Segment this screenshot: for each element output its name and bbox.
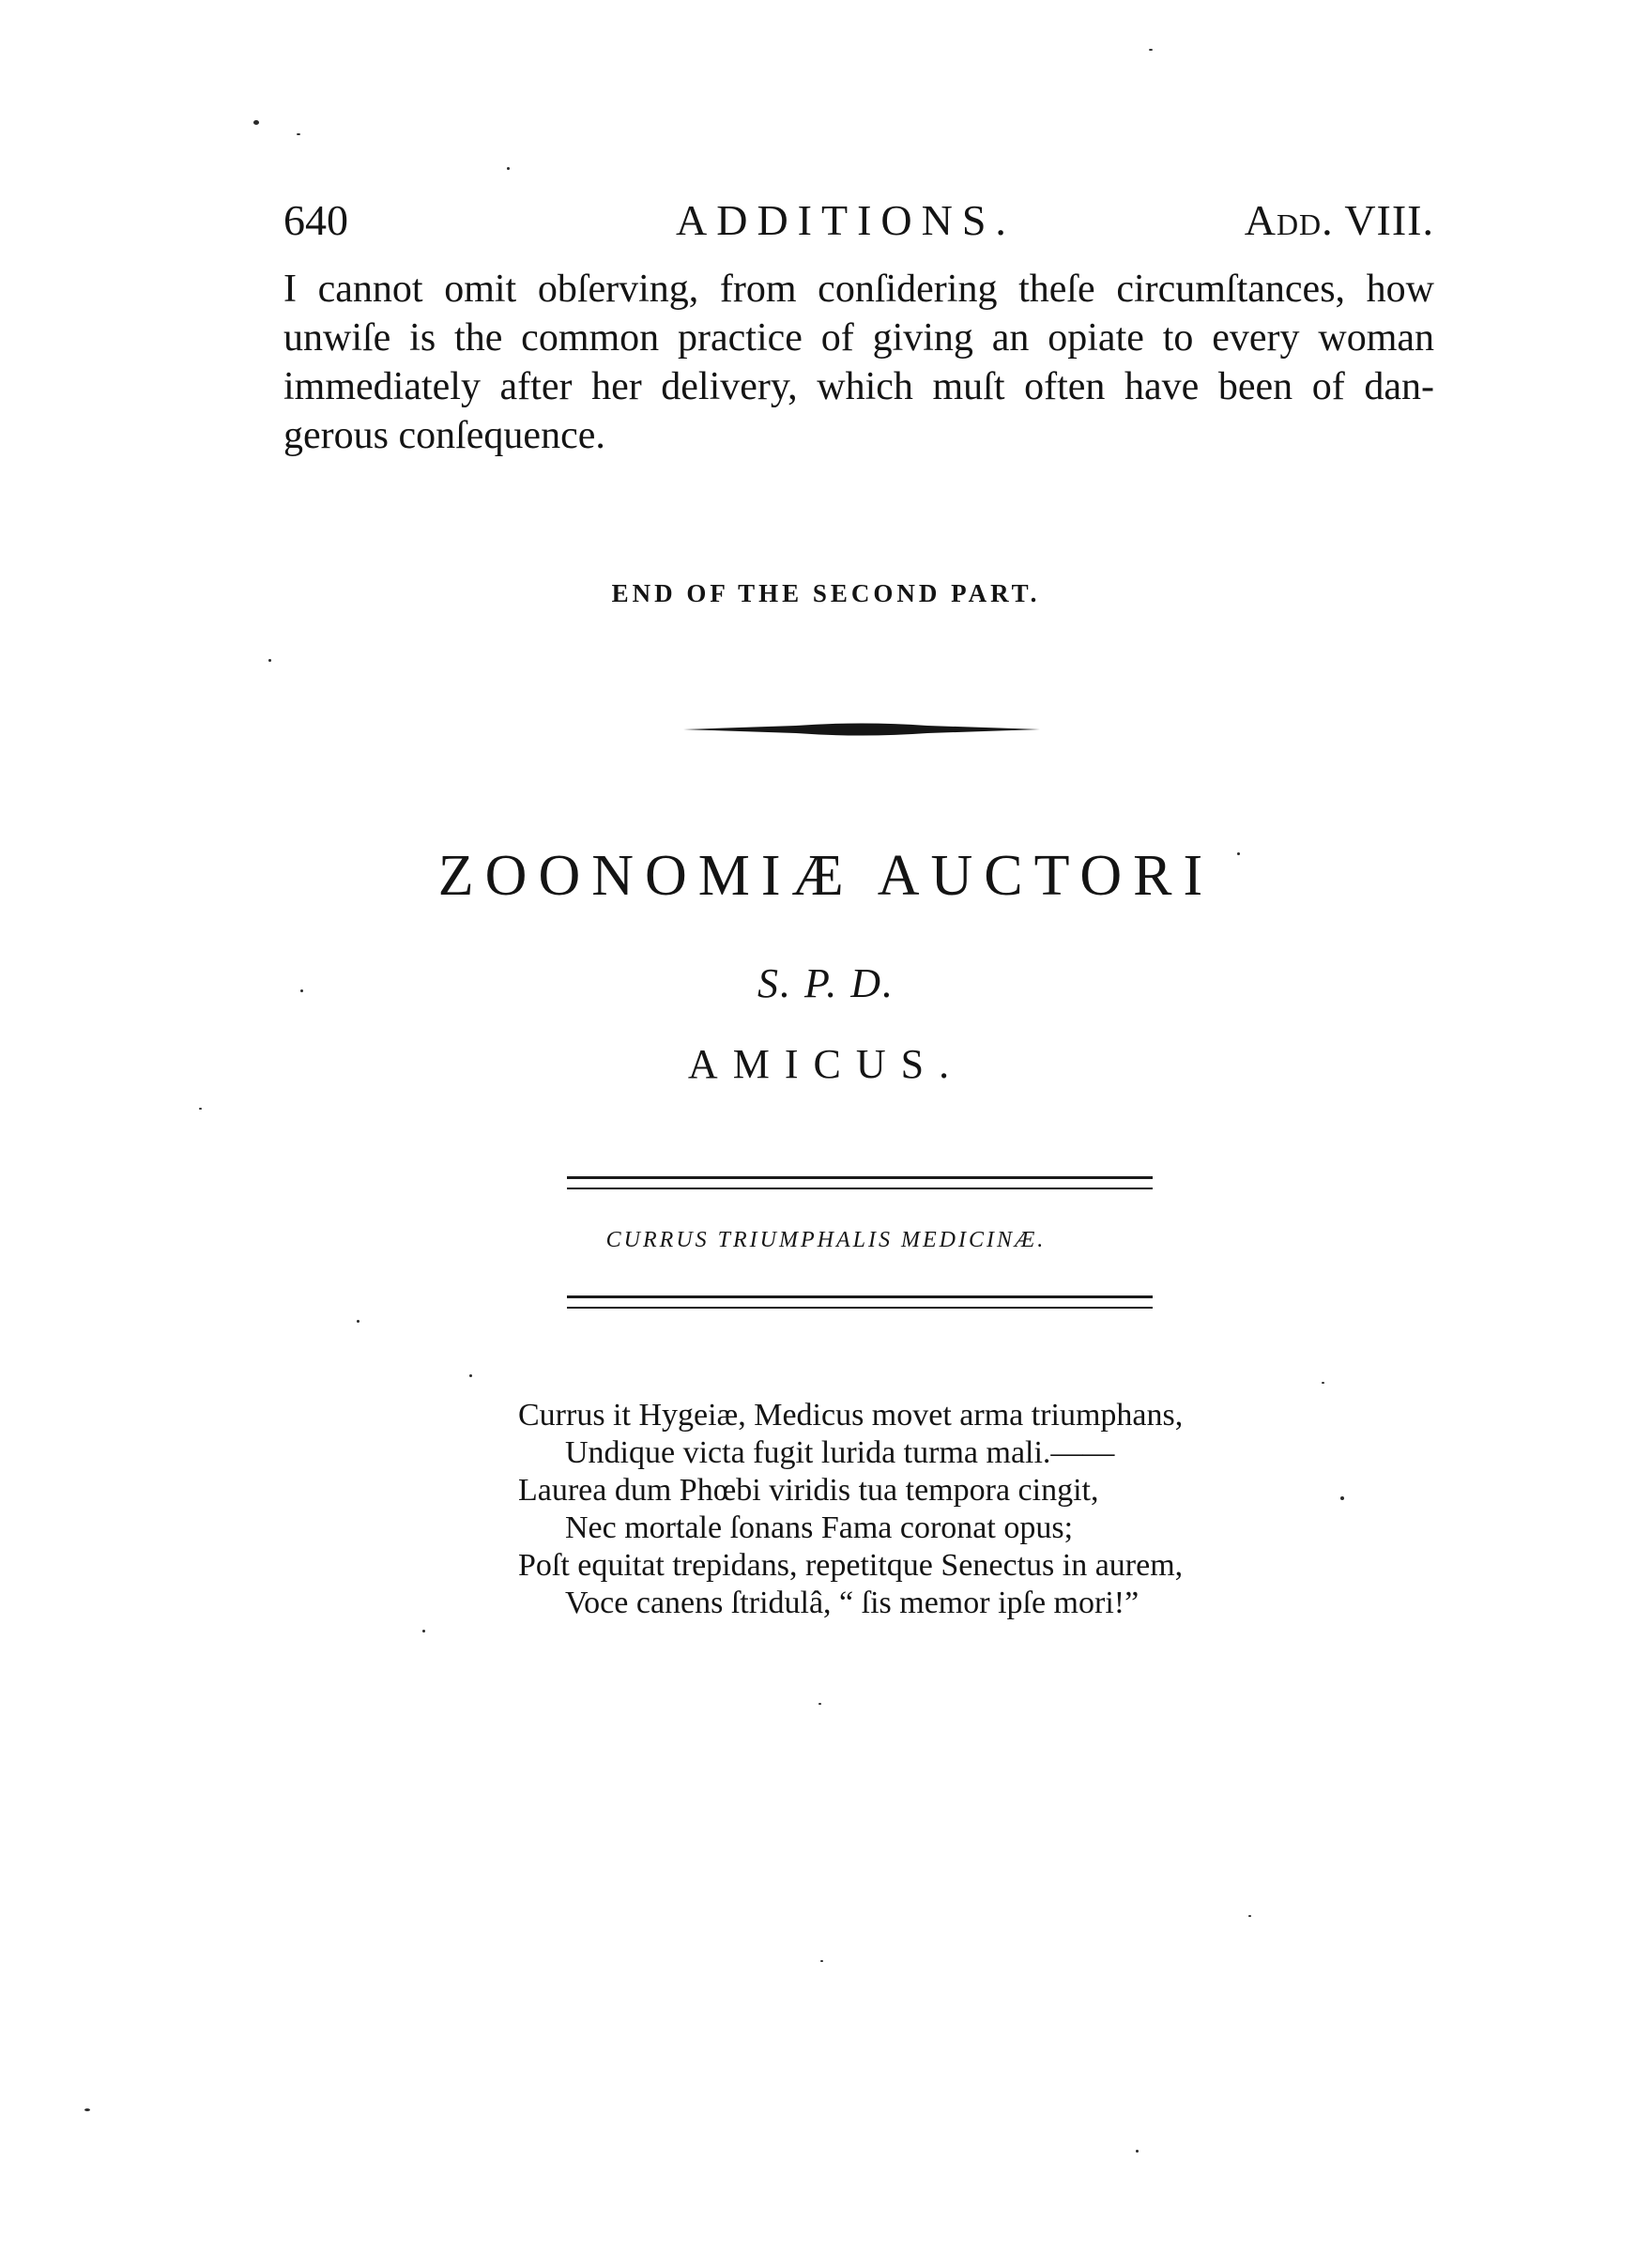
- ornamental-rule: [683, 721, 1040, 738]
- section-ref-caps: dd: [1276, 196, 1323, 244]
- salutation: S. P. D.: [757, 960, 895, 1006]
- paragraph-line: unwiſe is the common practice of giving an opiate to every woman: [283, 316, 1434, 360]
- scan-speck: [1248, 1915, 1251, 1917]
- paragraph-line: immediately after her delivery, which muſt often have been of dan-: [283, 365, 1434, 408]
- paragraph-line: gerous conſequence.: [283, 414, 605, 457]
- double-rule-bottom: [567, 1295, 1153, 1309]
- poem-title: CURRUS TRIUMPHALIS MEDICINÆ.: [605, 1228, 1047, 1252]
- scan-speck: [422, 1630, 425, 1632]
- scan-speck: [297, 133, 300, 135]
- end-of-part-heading: END OF THE SECOND PART.: [611, 579, 1041, 607]
- section-ref-suffix: . VIII.: [1322, 196, 1434, 244]
- running-title: ADDITIONS.: [676, 196, 1016, 244]
- poem: [518, 1397, 1231, 1622]
- dedication-title: ZOONOMIÆ AUCTORI: [437, 844, 1215, 908]
- scan-speck: [199, 1108, 202, 1110]
- scan-speck: [1237, 852, 1240, 855]
- scan-speck: [300, 989, 303, 992]
- poem-verse: Voce canens ſtridulâ, “ ſis memor ipſe mori!”: [565, 1586, 1140, 1620]
- poem-verse: Nec mortale ſonans Fama coronat opus;: [565, 1510, 1074, 1545]
- scan-speck: [1149, 49, 1153, 51]
- section-ref-prefix: A: [1244, 196, 1277, 244]
- scan-speck: [268, 659, 271, 662]
- poem-verse: Undique victa fugit lurida turma mali.——: [565, 1435, 1115, 1470]
- scan-speck: [1340, 1496, 1344, 1500]
- poem-verse: Currus it Hygeiæ, Medicus movet arma triumphans,: [518, 1398, 1184, 1433]
- scan-speck: [253, 120, 259, 125]
- page-number: 640: [283, 196, 348, 244]
- section-reference: [1245, 195, 1434, 245]
- closing-paragraph: [283, 265, 1434, 460]
- scan-speck: [507, 167, 510, 170]
- scan-speck: [818, 1703, 821, 1705]
- scan-speck: [357, 1320, 359, 1323]
- signature: AMICUS.: [687, 1041, 965, 1087]
- scan-speck: [1322, 1382, 1324, 1384]
- scan-speck: [1136, 2150, 1139, 2153]
- scan-speck: [820, 1960, 823, 1962]
- poem-verse: Poſt equitat trepidans, repetitque Senectus in aurem,: [518, 1548, 1184, 1583]
- double-rule-top: [567, 1176, 1153, 1189]
- running-header: [283, 195, 1434, 252]
- scan-speck: [84, 2108, 90, 2111]
- paragraph-line: I cannot omit obſerving, from conſidering theſe circumſtances, how: [283, 268, 1434, 311]
- scan-speck: [469, 1374, 472, 1377]
- poem-verse: Laurea dum Phœbi viridis tua tempora cingit,: [518, 1473, 1099, 1508]
